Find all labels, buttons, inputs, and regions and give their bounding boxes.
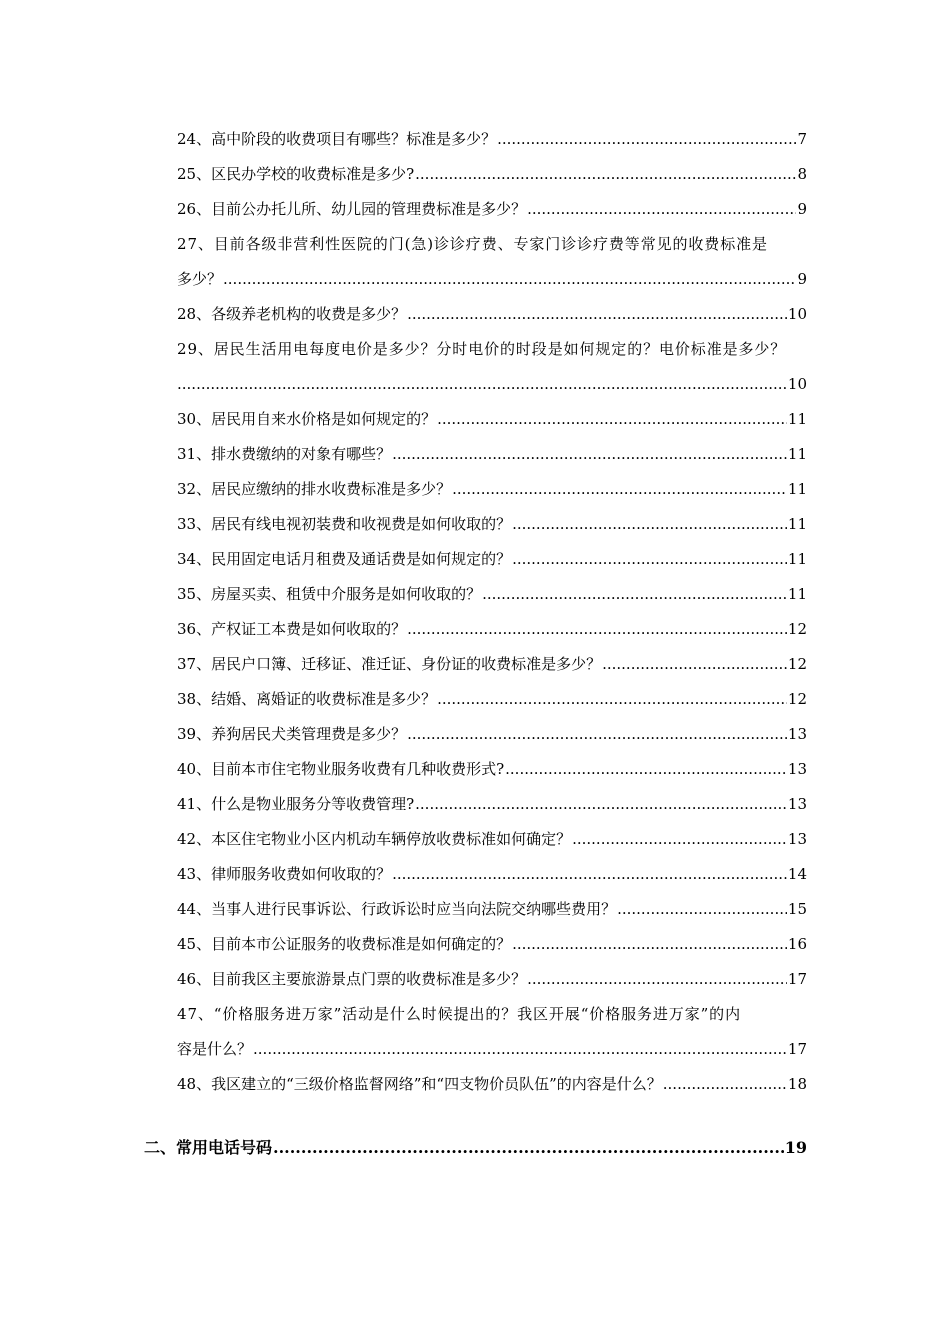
toc-entry-title-continued: 多少？ bbox=[177, 270, 223, 288]
toc-entry-title: 43、律师服务收费如何收取的？ bbox=[177, 865, 392, 883]
toc-entry-title: 48、我区建立的“三级价格监督网络”和“四支物价员队伍”的内容是什么？ bbox=[177, 1075, 662, 1093]
toc-section-heading[interactable] bbox=[144, 1135, 807, 1158]
toc-entry[interactable] bbox=[177, 297, 807, 332]
dot-leader bbox=[392, 857, 787, 892]
toc-entry[interactable] bbox=[177, 472, 807, 507]
toc-entry-page: 13 bbox=[787, 760, 807, 778]
toc-entry[interactable] bbox=[177, 752, 807, 787]
toc-entry-title: 46、目前我区主要旅游景点门票的收费标准是多少？ bbox=[177, 970, 527, 988]
toc-entry[interactable] bbox=[177, 892, 807, 927]
toc-entry-title: 25、区民办学校的收费标准是多少? bbox=[177, 165, 415, 183]
dot-leader bbox=[572, 822, 787, 857]
toc-entry[interactable] bbox=[177, 577, 807, 612]
toc-entry-page: 9 bbox=[797, 270, 807, 288]
toc-entry-title: 45、目前本市公证服务的收费标准是如何确定的？ bbox=[177, 935, 512, 953]
toc-entry-title: 24、高中阶段的收费项目有哪些？标准是多少？ bbox=[177, 130, 497, 148]
dot-leader bbox=[253, 1032, 787, 1067]
toc-entry[interactable] bbox=[177, 857, 807, 892]
toc-entry-title: 27、目前各级非营利性医院的门(急)诊诊疗费、专家门诊诊疗费等常见的收费标准是 bbox=[177, 235, 768, 253]
toc-entry-page: 7 bbox=[797, 130, 807, 148]
toc-entry-continuation[interactable] bbox=[177, 1032, 807, 1067]
toc-entry-page: 17 bbox=[787, 970, 807, 988]
toc-entry-title: 42、本区住宅物业小区内机动车辆停放收费标准如何确定？ bbox=[177, 830, 572, 848]
dot-leader bbox=[602, 647, 787, 682]
dot-leader bbox=[512, 507, 787, 542]
toc-entry-title: 26、目前公办托儿所、幼儿园的管理费标准是多少？ bbox=[177, 200, 527, 218]
toc-entry-page: 10 bbox=[787, 375, 807, 393]
dot-leader bbox=[407, 297, 787, 332]
dot-leader bbox=[407, 612, 787, 647]
toc-entry[interactable] bbox=[177, 962, 807, 997]
toc-entry-title: 29、居民生活用电每度电价是多少？分时电价的时段是如何规定的？电价标准是多少？ bbox=[177, 340, 787, 358]
dot-leader bbox=[407, 717, 787, 752]
dot-leader bbox=[527, 962, 787, 997]
toc-entry-continuation[interactable] bbox=[177, 367, 807, 402]
section-page: 19 bbox=[784, 1138, 807, 1157]
toc-entry-title-continued: 容是什么？ bbox=[177, 1040, 253, 1058]
toc-entry-title: 28、各级养老机构的收费是多少？ bbox=[177, 305, 407, 323]
toc-entry-page: 18 bbox=[787, 1075, 807, 1093]
toc-entry[interactable] bbox=[177, 612, 807, 647]
dot-leader bbox=[617, 892, 787, 927]
toc-entry-title: 30、居民用自来水价格是如何规定的？ bbox=[177, 410, 437, 428]
toc-entry-page: 11 bbox=[787, 550, 807, 568]
dot-leader bbox=[497, 122, 796, 157]
dot-leader bbox=[512, 927, 787, 962]
toc-entry-title: 35、房屋买卖、租赁中介服务是如何收取的？ bbox=[177, 585, 482, 603]
toc-entry-page: 13 bbox=[787, 830, 807, 848]
toc-entry-page: 9 bbox=[797, 200, 807, 218]
dot-leader bbox=[527, 192, 796, 227]
toc-entry[interactable] bbox=[177, 437, 807, 472]
toc-entry-title: 37、居民户口簿、迁移证、准迁证、身份证的收费标准是多少？ bbox=[177, 655, 602, 673]
toc-entry[interactable] bbox=[177, 332, 807, 367]
toc-entry-title: 41、什么是物业服务分等收费管理? bbox=[177, 795, 415, 813]
dot-leader bbox=[512, 542, 787, 577]
dot-leader bbox=[437, 682, 787, 717]
toc-entry-page: 11 bbox=[787, 410, 807, 428]
toc-entry-title: 39、养狗居民犬类管理费是多少？ bbox=[177, 725, 407, 743]
toc-entry-title: 44、当事人进行民事诉讼、行政诉讼时应当向法院交纳哪些费用？ bbox=[177, 900, 617, 918]
toc-entry-title: 32、居民应缴纳的排水收费标准是多少？ bbox=[177, 480, 452, 498]
dot-leader bbox=[415, 157, 796, 192]
toc-entry-title: 47、“价格服务进万家”活动是什么时候提出的？我区开展“价格服务进万家”的内 bbox=[177, 1005, 741, 1023]
toc-entry[interactable] bbox=[177, 507, 807, 542]
toc-entry[interactable] bbox=[177, 542, 807, 577]
toc-entry[interactable] bbox=[177, 157, 807, 192]
toc-entry[interactable] bbox=[177, 822, 807, 857]
toc-entry-page: 11 bbox=[787, 585, 807, 603]
toc-entry-title: 36、产权证工本费是如何收取的？ bbox=[177, 620, 407, 638]
toc-entry-page: 15 bbox=[787, 900, 807, 918]
toc-entry-page: 11 bbox=[787, 515, 807, 533]
toc-entry[interactable] bbox=[177, 717, 807, 752]
toc-entry[interactable] bbox=[177, 227, 807, 262]
toc-entry-page: 14 bbox=[787, 865, 807, 883]
toc-entry[interactable] bbox=[177, 647, 807, 682]
dot-leader bbox=[273, 1138, 784, 1157]
dot-leader bbox=[437, 402, 787, 437]
toc-entry[interactable] bbox=[177, 682, 807, 717]
toc-entry-page: 12 bbox=[787, 620, 807, 638]
toc-entry-page: 12 bbox=[787, 655, 807, 673]
toc-entry[interactable] bbox=[177, 997, 807, 1032]
dot-leader bbox=[663, 1067, 787, 1102]
dot-leader bbox=[177, 367, 787, 402]
toc-entry-page: 17 bbox=[787, 1040, 807, 1058]
toc-entry-page: 16 bbox=[787, 935, 807, 953]
toc-entry-page: 8 bbox=[797, 165, 807, 183]
dot-leader bbox=[482, 577, 787, 612]
toc-entry-title: 38、结婚、离婚证的收费标准是多少？ bbox=[177, 690, 437, 708]
toc-entry-page: 13 bbox=[787, 725, 807, 743]
table-of-contents bbox=[177, 122, 807, 1102]
toc-entry-continuation[interactable] bbox=[177, 262, 807, 297]
dot-leader bbox=[223, 262, 796, 297]
section-title: 二、常用电话号码 bbox=[144, 1138, 273, 1157]
toc-entry-title: 34、民用固定电话月租费及通话费是如何规定的？ bbox=[177, 550, 512, 568]
toc-entry-page: 12 bbox=[787, 690, 807, 708]
dot-leader bbox=[392, 437, 787, 472]
dot-leader bbox=[452, 472, 787, 507]
toc-entry-page: 11 bbox=[787, 480, 807, 498]
toc-entry-page: 10 bbox=[787, 305, 807, 323]
toc-entry-title: 31、排水费缴纳的对象有哪些？ bbox=[177, 445, 392, 463]
toc-entry[interactable] bbox=[177, 122, 807, 157]
toc-entry[interactable] bbox=[177, 787, 807, 822]
toc-entry[interactable] bbox=[177, 1067, 807, 1102]
toc-entry[interactable] bbox=[177, 927, 807, 962]
toc-entry[interactable] bbox=[177, 192, 807, 227]
dot-leader bbox=[505, 752, 787, 787]
toc-entry-page: 11 bbox=[787, 445, 807, 463]
toc-entry-title: 33、居民有线电视初装费和收视费是如何收取的？ bbox=[177, 515, 512, 533]
toc-entry-title: 40、目前本市住宅物业服务收费有几种收费形式? bbox=[177, 760, 505, 778]
dot-leader bbox=[415, 787, 787, 822]
toc-entry-page: 13 bbox=[787, 795, 807, 813]
toc-entry[interactable] bbox=[177, 402, 807, 437]
